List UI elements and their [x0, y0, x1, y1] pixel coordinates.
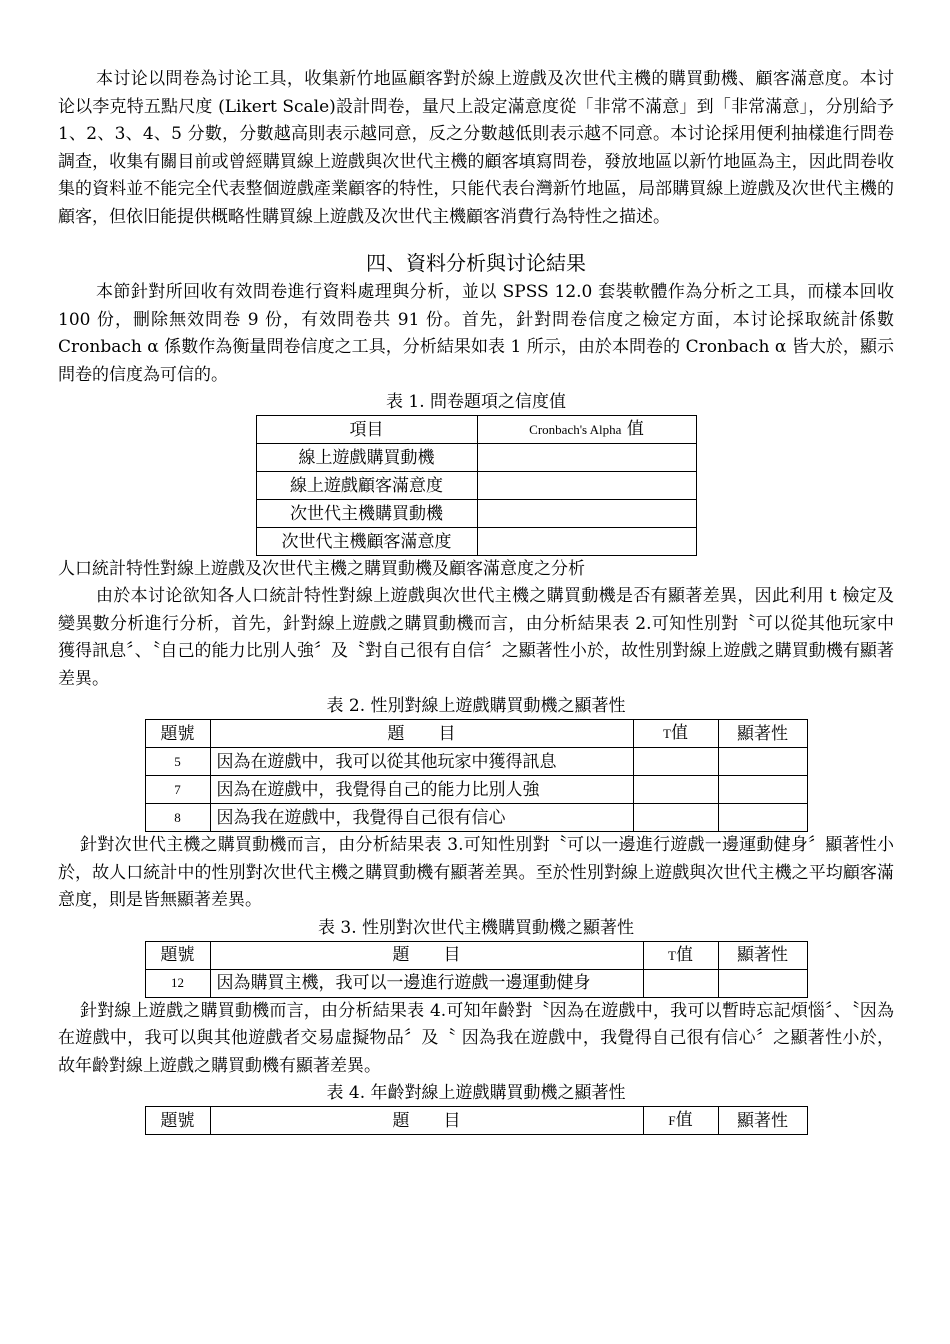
- header-t-letter: T: [663, 726, 671, 741]
- header-question: 題 目: [210, 1107, 643, 1135]
- row-question: 因為購買主機，我可以一邊進行遊戲一邊運動健身: [210, 969, 643, 997]
- row-question: 因為在遊戲中，我可以從其他玩家中獲得訊息: [210, 748, 633, 776]
- row-no: 12: [145, 969, 210, 997]
- table-row: [145, 804, 807, 832]
- table-header-row: [145, 941, 807, 969]
- row-question: 因為我在遊戲中，我覺得自己很有信心: [210, 804, 633, 832]
- header-sig: 顯著性: [718, 941, 807, 969]
- table-row: [256, 500, 696, 528]
- row-no: 5: [145, 748, 210, 776]
- header-f-zh: 值: [675, 1110, 693, 1130]
- row-item: 次世代主機購買動機: [256, 500, 477, 528]
- header-sig: 顯著性: [718, 1107, 807, 1135]
- row-question: 因為在遊戲中，我覺得自己的能力比別人強: [210, 776, 633, 804]
- header-t: [633, 720, 718, 748]
- header-t-zh: 值: [670, 723, 688, 743]
- demographics-paragraph: 由於本讨论欲知各人口統計特性對線上遊戲與次世代主機之購買動機是否有顯著差異，因此利用 t 檢定及變異數分析進行分析，首先，針對線上遊戲之購買動機而言，由分析結果表 2.可知性別對〝可以從其他玩家中獲得訊息〞、〝自己的能力比別人強〞及〝對自己很有自信〞之顯著性小於，故性別對線上遊戲之購買動機有顯著差異。: [58, 586, 894, 689]
- row-value: [477, 444, 696, 472]
- age-online-table: [145, 1106, 808, 1135]
- row-sig: [718, 969, 807, 997]
- demographics-heading: 人口統計特性對線上遊戲及次世代主機之購買動機及顧客滿意度之分析: [58, 559, 585, 579]
- table-row: [145, 776, 807, 804]
- table2-caption: 表 2. 性別對線上遊戲購買動機之顯著性: [326, 696, 626, 716]
- header-sig: 顯著性: [718, 720, 807, 748]
- table-row: [256, 444, 696, 472]
- table4-caption: 表 4. 年齡對線上遊戲購買動機之顯著性: [326, 1083, 626, 1103]
- header-alpha-zh: 值: [621, 419, 644, 439]
- header-no: 題號: [145, 941, 210, 969]
- row-sig: [718, 776, 807, 804]
- row-t: [633, 776, 718, 804]
- row-item: 線上遊戲顧客滿意度: [256, 472, 477, 500]
- table3-caption: 表 3. 性別對次世代主機購買動機之顯著性: [317, 917, 635, 938]
- table-row: [256, 528, 696, 556]
- header-t-letter: T: [668, 947, 676, 963]
- table-header-row: [145, 1107, 807, 1135]
- row-t: [633, 748, 718, 776]
- row-value: [477, 528, 696, 556]
- row-no: 8: [145, 804, 210, 832]
- header-no: 題號: [145, 1107, 210, 1135]
- table-header-row: [145, 720, 807, 748]
- reliability-table: [256, 415, 697, 556]
- table-header-row: [256, 416, 696, 444]
- row-sig: [718, 804, 807, 832]
- row-t: [633, 804, 718, 832]
- header-f: [643, 1107, 718, 1135]
- row-item: 次世代主機顧客滿意度: [256, 528, 477, 556]
- header-alpha-en: Cronbach's Alpha: [529, 422, 622, 437]
- header-f-letter: F: [668, 1113, 676, 1128]
- row-sig: [718, 748, 807, 776]
- header-item: 項目: [256, 416, 477, 444]
- row-t: [643, 969, 718, 997]
- age-paragraph: 針對線上遊戲之購買動機而言，由分析結果表 4.可知年齡對〝因為在遊戲中，我可以暫時忘記煩惱〞、〝因為在遊戲中，我可以與其他遊戲者交易虛擬物品〞及〝 因為我在遊戲中，我覺得自己很有信心〞之顯著性小於，故年齡對線上遊戲之購買動機有顯著差異。: [58, 1000, 894, 1076]
- header-question: 題 目: [210, 720, 633, 748]
- document-page: [58, 66, 894, 1135]
- row-value: [477, 500, 696, 528]
- table-row: [145, 969, 807, 997]
- header-t: [643, 941, 718, 969]
- section-heading: 四、資料分析與讨论結果: [366, 251, 586, 275]
- analysis-paragraph: 本節針對所回收有效問卷進行資料處理與分析，並以 SPSS 12.0 套裝軟體作為分析之工具，而樣本回收 100 份，刪除無效問卷 9 份，有效問卷共 91 份。首先，針對問卷信度之檢定方面，本讨论採取統計係數 Cronbach α 係數作為衡量問卷信度之工具，分析結果如表 1 所示，由於本問卷的 Cronbach α 皆大於，顯示問卷的信度為可信的。: [58, 282, 894, 385]
- console-paragraph: 針對次世代主機之購買動機而言，由分析結果表 3.可知性別對〝可以一邊進行遊戲一邊運動健身〞顯著性小於，故人口統計中的性別對次世代主機之購買動機有顯著差異。至於性別對線上遊戲與次世代主機之平均顧客滿意度，則是皆無顯著差異。: [58, 835, 894, 910]
- header-alpha: [477, 416, 696, 444]
- gender-online-table: [145, 719, 808, 832]
- gender-console-table: [145, 941, 808, 998]
- row-no: 7: [145, 776, 210, 804]
- header-no: 題號: [145, 720, 210, 748]
- header-question: 題 目: [210, 941, 643, 969]
- header-t-zh: 值: [675, 944, 693, 965]
- table-row: [256, 472, 696, 500]
- intro-paragraph: 本讨论以問卷為讨论工具，收集新竹地區顧客對於線上遊戲及次世代主機的購買動機、顧客滿意度。本讨论以李克特五點尺度 (Likert Scale)設計問卷，量尺上設定滿意度從「非常不滿意」到「非常滿意」，分別給予 1、2、3、4、5 分數，分數越高則表示越同意，反之分數越低則表示越不同意。本讨论採用便利抽樣進行問卷調查，收集有關目前或曾經購買線上遊戲與次世代主機的顧客填寫問卷，發放地區以新竹地區為主，因此問卷收集的資料並不能完全代表整個遊戲產業顧客的特性，只能代表台灣新竹地區，局部購買線上遊戲及次世代主機的顧客，但依旧能提供概略性購買線上遊戲及次世代主機顧客消費行為特性之描述。: [58, 69, 894, 227]
- row-value: [477, 472, 696, 500]
- table1-caption: 表 1. 問卷題項之信度值: [385, 392, 567, 412]
- row-item: 線上遊戲購買動機: [256, 444, 477, 472]
- table-row: [145, 748, 807, 776]
